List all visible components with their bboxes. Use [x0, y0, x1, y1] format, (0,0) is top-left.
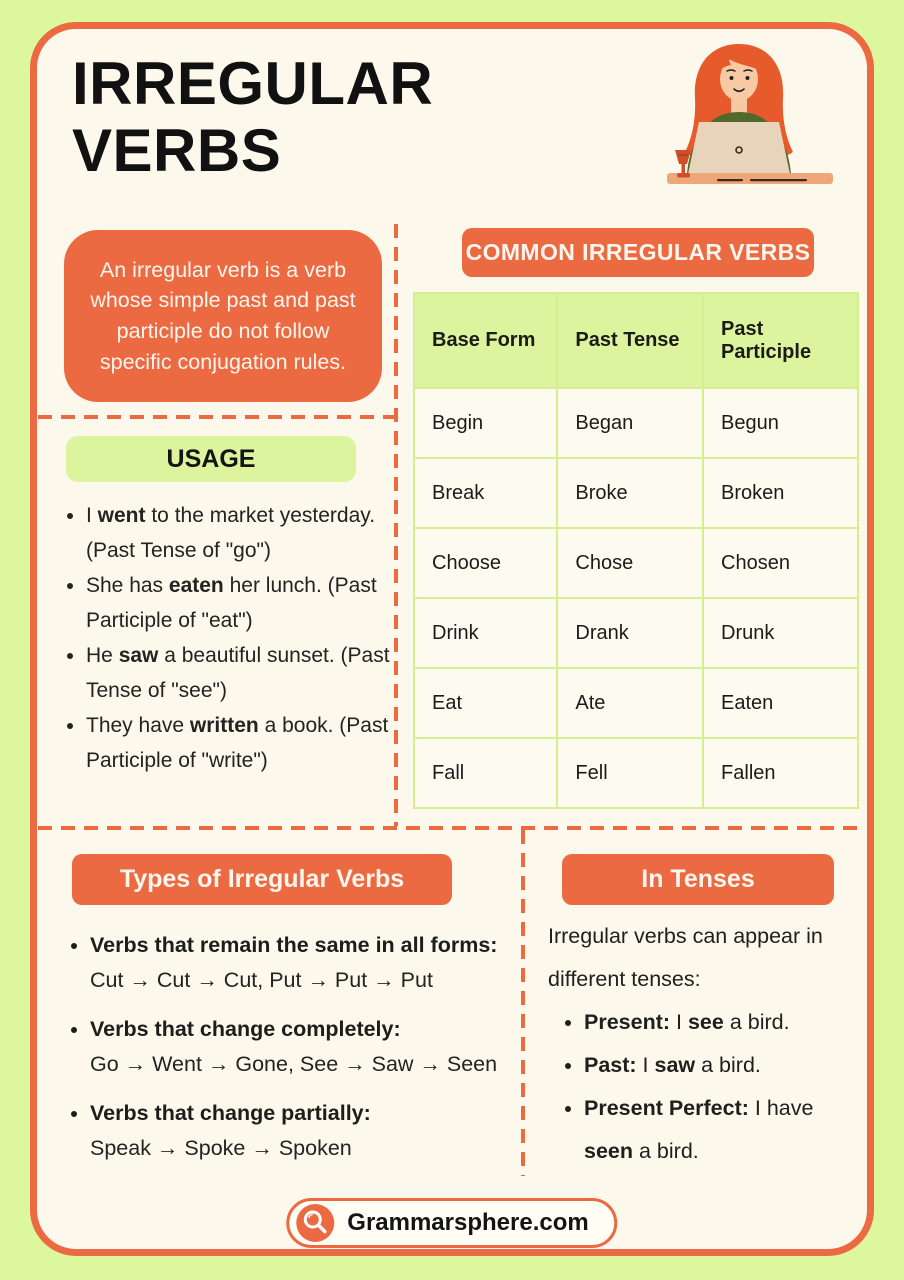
types-item	[90, 928, 512, 998]
cell-past-participle: Broken	[703, 458, 858, 528]
cell-base-form: Break	[414, 458, 557, 528]
tenses-header-label: In Tenses	[641, 865, 755, 893]
types-item-label: • Verbs that change completely:	[90, 1017, 401, 1042]
woman-at-laptop-illustration	[655, 38, 845, 190]
types-item	[90, 1012, 512, 1082]
definition-text: An irregular verb is a verb whose simple past and past participle do not follow specific conjugation rules.	[90, 257, 356, 374]
table-row	[414, 738, 858, 808]
tenses-item: • Present Perfect: I have seen a bird.	[584, 1087, 860, 1173]
goblet-base	[677, 173, 690, 178]
table-row	[414, 388, 858, 458]
page-title-line2: VERBS	[72, 117, 282, 185]
usage-item: • I went to the market yesterday. (Past Tense of "go")	[86, 498, 390, 568]
column-header-past-tense: Past Tense	[557, 293, 703, 388]
cell-base-form: Fall	[414, 738, 557, 808]
tenses-list	[548, 1001, 860, 1173]
goblet-stem	[682, 164, 686, 173]
cell-past-tense: Broke	[557, 458, 703, 528]
cell-past-participle: Fallen	[703, 738, 858, 808]
cell-past-participle: Chosen	[703, 528, 858, 598]
desk-line-right	[750, 179, 807, 181]
cell-past-tense: Ate	[557, 668, 703, 738]
cell-base-form: Eat	[414, 668, 557, 738]
common-verbs-table	[413, 292, 859, 809]
usage-item: • They have written a book. (Past Participle of "write")	[86, 708, 390, 778]
types-list	[60, 928, 512, 1180]
types-item	[90, 1096, 512, 1166]
cell-base-form: Drink	[414, 598, 557, 668]
footer-site-label: Grammarsphere.com	[347, 1209, 589, 1236]
types-item-example: Cut → Cut → Cut, Put → Put → Put	[90, 968, 433, 993]
eye-left	[730, 76, 734, 80]
common-verbs-header	[462, 228, 814, 277]
cell-base-form: Begin	[414, 388, 557, 458]
column-header-base-form: Base Form	[414, 293, 557, 388]
table-header-row	[414, 293, 858, 388]
cell-past-tense: Began	[557, 388, 703, 458]
table-row	[414, 598, 858, 668]
goblet-shape	[675, 150, 691, 164]
usage-item: • She has eaten her lunch. (Past Participle of "eat")	[86, 568, 390, 638]
types-header	[72, 854, 452, 905]
table-row	[414, 458, 858, 528]
cell-past-participle: Drunk	[703, 598, 858, 668]
search-icon	[296, 1204, 334, 1242]
cell-past-participle: Eaten	[703, 668, 858, 738]
usage-header	[66, 436, 356, 482]
footer-site-pill[interactable]	[286, 1198, 617, 1248]
types-item-label: • Verbs that remain the same in all forms:	[90, 933, 498, 957]
usage-list	[58, 498, 390, 779]
dashed-divider-left-column	[38, 415, 394, 419]
page-title	[72, 50, 433, 184]
definition-box	[64, 230, 382, 402]
cell-past-tense: Drank	[557, 598, 703, 668]
dashed-divider-vertical-top	[394, 224, 398, 826]
types-item-example: Speak → Spoke → Spoken	[90, 1136, 352, 1161]
cell-base-form: Choose	[414, 528, 557, 598]
usage-item: • He saw a beautiful sunset. (Past Tense of "see")	[86, 638, 390, 708]
dashed-divider-vertical-bottom	[521, 830, 525, 1176]
table-row	[414, 528, 858, 598]
tenses-header	[562, 854, 834, 905]
types-item-label: • Verbs that change partially:	[90, 1101, 371, 1126]
tenses-section	[548, 915, 860, 1173]
common-verbs-header-label: COMMON IRREGULAR VERBS	[465, 239, 811, 265]
table-row	[414, 668, 858, 738]
column-header-past-participle: Past Participle	[703, 293, 858, 388]
page-title-line1: IRREGULAR	[72, 50, 434, 117]
cell-past-participle: Begun	[703, 388, 858, 458]
eye-right	[746, 76, 750, 80]
cell-past-tense: Fell	[557, 738, 703, 808]
laptop-shape	[688, 122, 790, 174]
tenses-item: • Past: I saw a bird.	[584, 1044, 860, 1087]
types-header-label: Types of Irregular Verbs	[119, 865, 405, 893]
tenses-item: • Present: I see a bird.	[584, 1001, 860, 1044]
types-item-example: Go → Went → Gone, See → Saw → Seen	[90, 1052, 498, 1077]
tenses-intro: Irregular verbs can appear in different tenses:	[548, 924, 823, 991]
desk-shape	[667, 173, 833, 184]
usage-header-label: USAGE	[166, 444, 256, 473]
cell-past-tense: Chose	[557, 528, 703, 598]
dashed-divider-middle	[38, 826, 866, 830]
desk-line-left	[717, 179, 743, 181]
